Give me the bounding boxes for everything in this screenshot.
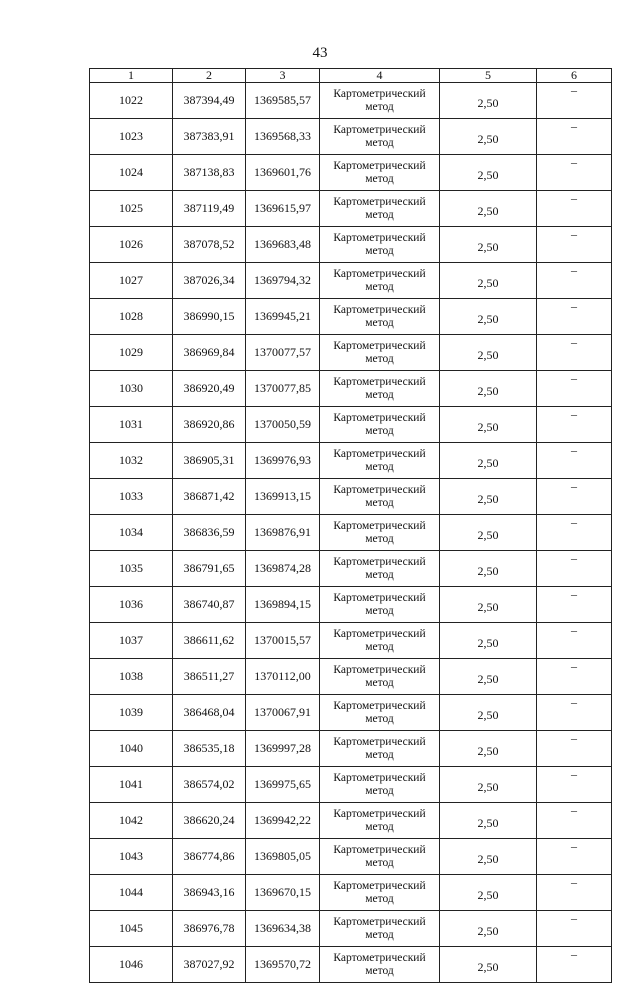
- table-row: [90, 731, 612, 767]
- y-coordinate-cell: 1369805,05: [246, 839, 320, 875]
- table-row: [90, 839, 612, 875]
- y-coordinate-cell: 1369894,15: [246, 587, 320, 623]
- column-header: 4: [320, 69, 440, 83]
- y-coordinate-cell: 1369942,22: [246, 803, 320, 839]
- note-cell: –: [537, 875, 612, 911]
- accuracy-cell: 2,50: [440, 767, 537, 803]
- point-number-cell: 1028: [90, 299, 173, 335]
- accuracy-cell: 2,50: [440, 695, 537, 731]
- note-cell: –: [537, 479, 612, 515]
- point-number-cell: 1023: [90, 119, 173, 155]
- table-body: [90, 83, 612, 983]
- column-header: 3: [246, 69, 320, 83]
- x-coordinate-cell: 386611,62: [173, 623, 246, 659]
- x-coordinate-cell: 386791,65: [173, 551, 246, 587]
- column-header: 1: [90, 69, 173, 83]
- accuracy-cell: 2,50: [440, 803, 537, 839]
- accuracy-cell: 2,50: [440, 227, 537, 263]
- note-cell: –: [537, 767, 612, 803]
- note-cell: –: [537, 443, 612, 479]
- note-cell: –: [537, 407, 612, 443]
- x-coordinate-cell: 387026,34: [173, 263, 246, 299]
- point-number-cell: 1043: [90, 839, 173, 875]
- note-cell: –: [537, 803, 612, 839]
- x-coordinate-cell: 386740,87: [173, 587, 246, 623]
- y-coordinate-cell: 1369945,21: [246, 299, 320, 335]
- page-number: 43: [312, 45, 328, 61]
- accuracy-cell: 2,50: [440, 551, 537, 587]
- y-coordinate-cell: 1369913,15: [246, 479, 320, 515]
- table-row: [90, 371, 612, 407]
- note-cell: –: [537, 659, 612, 695]
- point-number-cell: 1040: [90, 731, 173, 767]
- accuracy-cell: 2,50: [440, 515, 537, 551]
- method-cell: Картометрический метод: [320, 479, 440, 515]
- point-number-cell: 1022: [90, 83, 173, 119]
- accuracy-cell: 2,50: [440, 263, 537, 299]
- point-number-cell: 1039: [90, 695, 173, 731]
- method-cell: Картометрический метод: [320, 803, 440, 839]
- y-coordinate-cell: 1370077,85: [246, 371, 320, 407]
- y-coordinate-cell: 1370067,91: [246, 695, 320, 731]
- note-cell: –: [537, 839, 612, 875]
- method-cell: Картометрический метод: [320, 767, 440, 803]
- y-coordinate-cell: 1369794,32: [246, 263, 320, 299]
- accuracy-cell: 2,50: [440, 443, 537, 479]
- method-cell: Картометрический метод: [320, 335, 440, 371]
- note-cell: –: [537, 335, 612, 371]
- y-coordinate-cell: 1369585,57: [246, 83, 320, 119]
- table-row: [90, 551, 612, 587]
- table-row: [90, 227, 612, 263]
- point-number-cell: 1037: [90, 623, 173, 659]
- method-cell: Картометрический метод: [320, 515, 440, 551]
- method-cell: Картометрический метод: [320, 839, 440, 875]
- method-cell: Картометрический метод: [320, 587, 440, 623]
- accuracy-cell: 2,50: [440, 335, 537, 371]
- x-coordinate-cell: 386871,42: [173, 479, 246, 515]
- note-cell: –: [537, 551, 612, 587]
- y-coordinate-cell: 1370112,00: [246, 659, 320, 695]
- accuracy-cell: 2,50: [440, 947, 537, 983]
- note-cell: –: [537, 299, 612, 335]
- point-number-cell: 1032: [90, 443, 173, 479]
- table-row: [90, 947, 612, 983]
- y-coordinate-cell: 1369601,76: [246, 155, 320, 191]
- method-cell: Картометрический метод: [320, 911, 440, 947]
- x-coordinate-cell: 386969,84: [173, 335, 246, 371]
- x-coordinate-cell: 386774,86: [173, 839, 246, 875]
- column-header: 6: [537, 69, 612, 83]
- note-cell: –: [537, 587, 612, 623]
- method-cell: Картометрический метод: [320, 299, 440, 335]
- y-coordinate-cell: 1369683,48: [246, 227, 320, 263]
- note-cell: –: [537, 155, 612, 191]
- table-row: [90, 911, 612, 947]
- coordinates-table: [89, 68, 612, 983]
- accuracy-cell: 2,50: [440, 155, 537, 191]
- y-coordinate-cell: 1369670,15: [246, 875, 320, 911]
- point-number-cell: 1027: [90, 263, 173, 299]
- y-coordinate-cell: 1369570,72: [246, 947, 320, 983]
- point-number-cell: 1042: [90, 803, 173, 839]
- accuracy-cell: 2,50: [440, 83, 537, 119]
- table-row: [90, 479, 612, 515]
- x-coordinate-cell: 386905,31: [173, 443, 246, 479]
- accuracy-cell: 2,50: [440, 911, 537, 947]
- note-cell: –: [537, 119, 612, 155]
- method-cell: Картометрический метод: [320, 407, 440, 443]
- x-coordinate-cell: 386511,27: [173, 659, 246, 695]
- note-cell: –: [537, 515, 612, 551]
- point-number-cell: 1026: [90, 227, 173, 263]
- method-cell: Картометрический метод: [320, 191, 440, 227]
- point-number-cell: 1030: [90, 371, 173, 407]
- accuracy-cell: 2,50: [440, 479, 537, 515]
- x-coordinate-cell: 387078,52: [173, 227, 246, 263]
- method-cell: Картометрический метод: [320, 875, 440, 911]
- table-row: [90, 155, 612, 191]
- note-cell: –: [537, 83, 612, 119]
- method-cell: Картометрический метод: [320, 443, 440, 479]
- table-row: [90, 335, 612, 371]
- table-row: [90, 875, 612, 911]
- table-row: [90, 695, 612, 731]
- accuracy-cell: 2,50: [440, 371, 537, 407]
- point-number-cell: 1025: [90, 191, 173, 227]
- point-number-cell: 1038: [90, 659, 173, 695]
- y-coordinate-cell: 1369876,91: [246, 515, 320, 551]
- accuracy-cell: 2,50: [440, 407, 537, 443]
- y-coordinate-cell: 1369568,33: [246, 119, 320, 155]
- note-cell: –: [537, 947, 612, 983]
- point-number-cell: 1046: [90, 947, 173, 983]
- point-number-cell: 1029: [90, 335, 173, 371]
- accuracy-cell: 2,50: [440, 659, 537, 695]
- table-row: [90, 407, 612, 443]
- accuracy-cell: 2,50: [440, 875, 537, 911]
- x-coordinate-cell: 386574,02: [173, 767, 246, 803]
- y-coordinate-cell: 1369615,97: [246, 191, 320, 227]
- note-cell: –: [537, 371, 612, 407]
- method-cell: Картометрический метод: [320, 119, 440, 155]
- method-cell: Картометрический метод: [320, 695, 440, 731]
- point-number-cell: 1031: [90, 407, 173, 443]
- note-cell: –: [537, 911, 612, 947]
- table-row: [90, 767, 612, 803]
- table-row: [90, 119, 612, 155]
- x-coordinate-cell: 387394,49: [173, 83, 246, 119]
- x-coordinate-cell: 387383,91: [173, 119, 246, 155]
- method-cell: Картометрический метод: [320, 371, 440, 407]
- column-header: 2: [173, 69, 246, 83]
- x-coordinate-cell: 386976,78: [173, 911, 246, 947]
- point-number-cell: 1044: [90, 875, 173, 911]
- table-row: [90, 263, 612, 299]
- method-cell: Картометрический метод: [320, 947, 440, 983]
- table-row: [90, 83, 612, 119]
- table-header-row: [90, 69, 612, 83]
- x-coordinate-cell: 387119,49: [173, 191, 246, 227]
- method-cell: Картометрический метод: [320, 155, 440, 191]
- point-number-cell: 1035: [90, 551, 173, 587]
- accuracy-cell: 2,50: [440, 299, 537, 335]
- x-coordinate-cell: 386920,49: [173, 371, 246, 407]
- table-row: [90, 659, 612, 695]
- x-coordinate-cell: 386943,16: [173, 875, 246, 911]
- x-coordinate-cell: 386535,18: [173, 731, 246, 767]
- y-coordinate-cell: 1370015,57: [246, 623, 320, 659]
- point-number-cell: 1041: [90, 767, 173, 803]
- x-coordinate-cell: 386836,59: [173, 515, 246, 551]
- table-row: [90, 191, 612, 227]
- point-number-cell: 1036: [90, 587, 173, 623]
- accuracy-cell: 2,50: [440, 587, 537, 623]
- method-cell: Картометрический метод: [320, 83, 440, 119]
- accuracy-cell: 2,50: [440, 731, 537, 767]
- x-coordinate-cell: 386920,86: [173, 407, 246, 443]
- y-coordinate-cell: 1370077,57: [246, 335, 320, 371]
- note-cell: –: [537, 731, 612, 767]
- accuracy-cell: 2,50: [440, 623, 537, 659]
- x-coordinate-cell: 386620,24: [173, 803, 246, 839]
- point-number-cell: 1024: [90, 155, 173, 191]
- point-number-cell: 1045: [90, 911, 173, 947]
- y-coordinate-cell: 1370050,59: [246, 407, 320, 443]
- x-coordinate-cell: 387138,83: [173, 155, 246, 191]
- table-row: [90, 623, 612, 659]
- table-row: [90, 803, 612, 839]
- accuracy-cell: 2,50: [440, 119, 537, 155]
- note-cell: –: [537, 623, 612, 659]
- table-row: [90, 515, 612, 551]
- x-coordinate-cell: 386468,04: [173, 695, 246, 731]
- x-coordinate-cell: 387027,92: [173, 947, 246, 983]
- accuracy-cell: 2,50: [440, 839, 537, 875]
- y-coordinate-cell: 1369975,65: [246, 767, 320, 803]
- note-cell: –: [537, 263, 612, 299]
- accuracy-cell: 2,50: [440, 191, 537, 227]
- table-row: [90, 587, 612, 623]
- table-row: [90, 443, 612, 479]
- column-header: 5: [440, 69, 537, 83]
- method-cell: Картометрический метод: [320, 263, 440, 299]
- method-cell: Картометрический метод: [320, 659, 440, 695]
- y-coordinate-cell: 1369997,28: [246, 731, 320, 767]
- method-cell: Картометрический метод: [320, 227, 440, 263]
- method-cell: Картометрический метод: [320, 731, 440, 767]
- x-coordinate-cell: 386990,15: [173, 299, 246, 335]
- point-number-cell: 1034: [90, 515, 173, 551]
- point-number-cell: 1033: [90, 479, 173, 515]
- y-coordinate-cell: 1369634,38: [246, 911, 320, 947]
- note-cell: –: [537, 695, 612, 731]
- table-row: [90, 299, 612, 335]
- y-coordinate-cell: 1369976,93: [246, 443, 320, 479]
- method-cell: Картометрический метод: [320, 551, 440, 587]
- method-cell: Картометрический метод: [320, 623, 440, 659]
- note-cell: –: [537, 191, 612, 227]
- y-coordinate-cell: 1369874,28: [246, 551, 320, 587]
- note-cell: –: [537, 227, 612, 263]
